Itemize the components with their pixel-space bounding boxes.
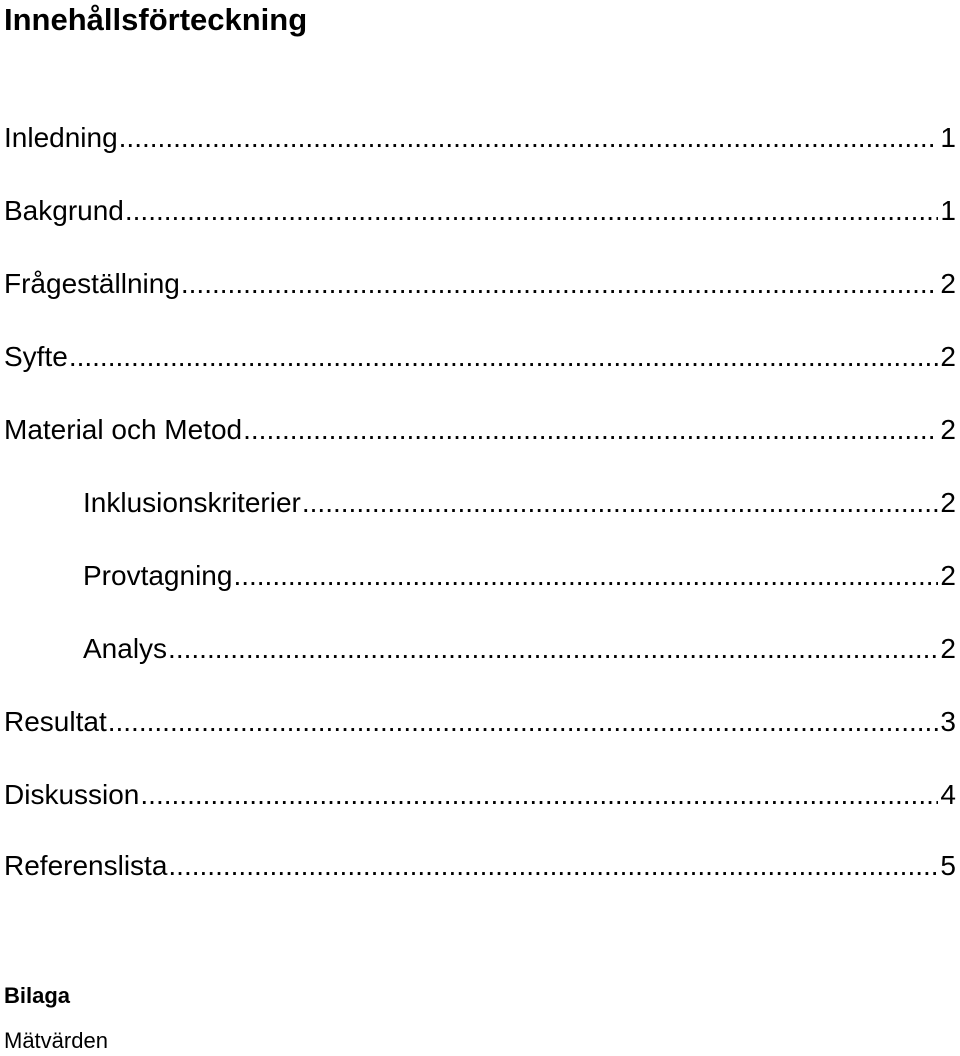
toc-entry-label: Inledning xyxy=(4,122,118,153)
toc-entry-inledning[interactable] xyxy=(4,118,956,158)
toc-page-number: 2 xyxy=(940,268,956,299)
toc-entry-resultat[interactable] xyxy=(4,702,956,742)
toc-page-number: 2 xyxy=(940,560,956,591)
toc-entry-fragestallning[interactable] xyxy=(4,264,956,304)
toc-page-number: 2 xyxy=(940,341,956,372)
toc-entry-label: Resultat xyxy=(4,706,107,737)
toc-page-number: 2 xyxy=(940,487,956,518)
toc-entry-inklusionskriterier[interactable] xyxy=(83,483,956,523)
dot-leader xyxy=(108,702,939,742)
toc-entry-label: Referenslista xyxy=(4,850,168,881)
toc-entry-diskussion[interactable] xyxy=(4,775,956,815)
toc-entry-label: Provtagning xyxy=(83,560,233,591)
toc-entry-label: Frågeställning xyxy=(4,268,180,299)
toc-entry-label: Analys xyxy=(83,633,168,664)
toc-entry-label: Inklusionskriterier xyxy=(83,487,301,518)
toc-page-number: 2 xyxy=(940,414,956,445)
dot-leader xyxy=(125,191,939,231)
dot-leader xyxy=(181,264,939,304)
toc-page-number: 1 xyxy=(940,122,956,153)
page-title: Innehållsförteckning xyxy=(4,2,308,37)
toc-page-number: 5 xyxy=(940,850,956,881)
toc-page-number: 3 xyxy=(940,706,956,737)
toc-page-number: 4 xyxy=(940,779,956,810)
toc-entry-analys[interactable] xyxy=(83,629,956,669)
toc-entry-label: Syfte xyxy=(4,341,68,372)
dot-leader xyxy=(168,846,938,886)
appendix-item: Mätvärden xyxy=(4,1028,108,1053)
dot-leader xyxy=(233,556,938,596)
dot-leader xyxy=(302,483,939,523)
dot-leader xyxy=(140,775,938,815)
toc-entry-bakgrund[interactable] xyxy=(4,191,956,231)
appendix-heading: Bilaga xyxy=(4,983,71,1008)
toc-entry-syfte[interactable] xyxy=(4,337,956,377)
dot-leader xyxy=(119,118,939,158)
toc-entry-label: Material och Metod xyxy=(4,414,243,445)
toc-entry-referenslista[interactable] xyxy=(4,846,956,886)
dot-leader xyxy=(168,629,938,669)
toc-entry-label: Diskussion xyxy=(4,779,140,810)
dot-leader xyxy=(243,410,938,450)
toc-page-number: 1 xyxy=(940,195,956,226)
toc-entry-material-och-metod[interactable] xyxy=(4,410,956,450)
toc-entry-label: Bakgrund xyxy=(4,195,124,226)
toc-entry-provtagning[interactable] xyxy=(83,556,956,596)
dot-leader xyxy=(69,337,939,377)
toc-page-number: 2 xyxy=(940,633,956,664)
